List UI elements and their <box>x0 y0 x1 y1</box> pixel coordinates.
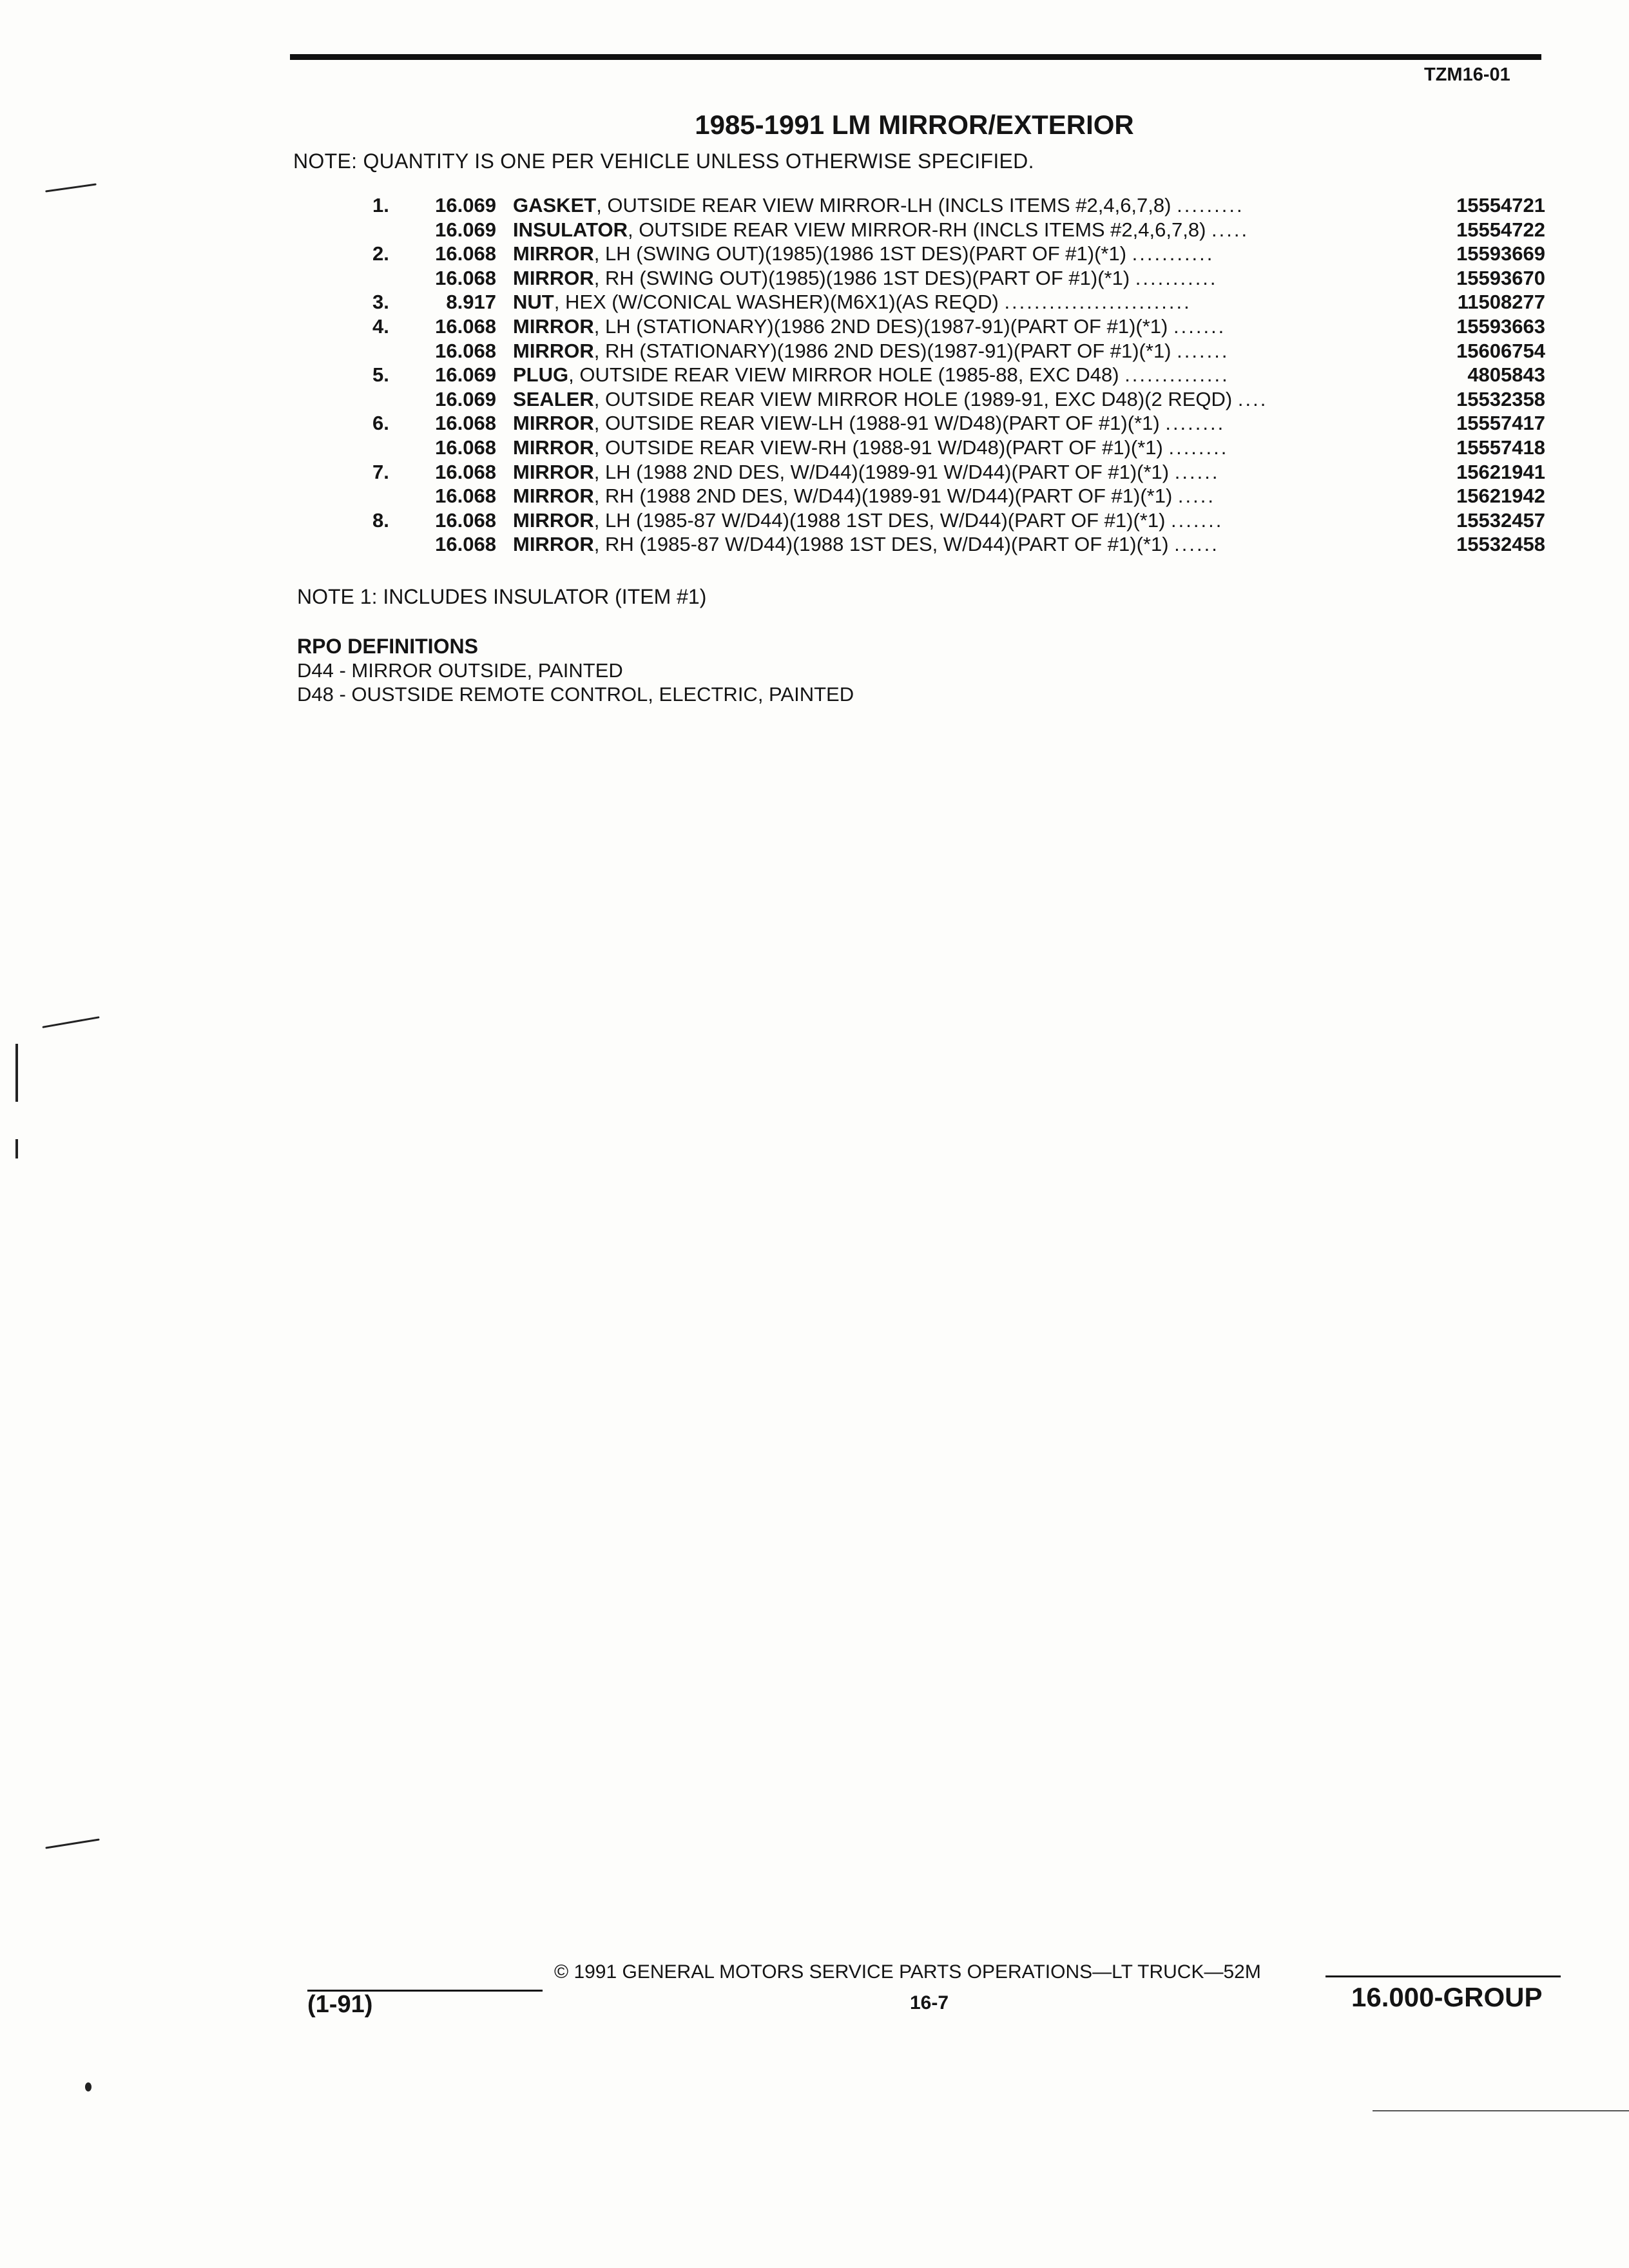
part-number: 15557418 <box>1456 436 1545 459</box>
parts-row <box>372 242 1545 266</box>
group-number: 16.068 <box>435 242 496 265</box>
part-name: NUT <box>513 291 554 314</box>
leader-dots: ........ <box>1168 436 1229 459</box>
rpo-definition-d44: D44 - MIRROR OUTSIDE, PAINTED <box>297 659 623 682</box>
binder-mark <box>15 1044 18 1102</box>
item-number: 4. <box>372 314 389 338</box>
group-number: 16.068 <box>435 533 496 556</box>
part-name: MIRROR <box>513 242 594 265</box>
part-name: GASKET <box>513 194 597 216</box>
part-name: SEALER <box>513 387 594 410</box>
leader-dots: ........... <box>1135 266 1218 289</box>
part-name: MIRROR <box>513 412 594 435</box>
parts-row <box>372 314 1545 339</box>
leader-dots: ........... <box>1132 242 1215 265</box>
group-number: 16.068 <box>435 485 496 508</box>
part-number: 15532358 <box>1456 387 1545 410</box>
group-number: 16.069 <box>435 218 496 241</box>
part-number: 15593669 <box>1456 242 1545 265</box>
part-number: 15621942 <box>1456 485 1545 508</box>
binder-mark <box>15 1139 18 1158</box>
part-detail: , RH (SWING OUT)(1985)(1986 1ST DES)(PART OF #1)(*1) <box>593 266 1130 289</box>
part-detail: , LH (1988 2ND DES, W/D44)(1989-91 W/D44)(PART OF #1)(*1) <box>593 460 1170 483</box>
quantity-note: NOTE: QUANTITY IS ONE PER VEHICLE UNLESS OTHERWISE SPECIFIED. <box>293 149 1034 173</box>
part-description <box>513 436 1518 459</box>
parts-row <box>372 339 1545 363</box>
revision-date: (1-91) <box>307 1991 373 2018</box>
item-number: 7. <box>372 460 389 483</box>
part-detail: , OUTSIDE REAR VIEW-RH (1988-91 W/D48)(PART OF #1)(*1) <box>593 436 1163 459</box>
part-name: MIRROR <box>513 339 594 362</box>
group-number: 16.068 <box>435 339 496 362</box>
group-number: 16.069 <box>435 363 496 387</box>
item-number: 2. <box>372 242 389 265</box>
item-number: 6. <box>372 412 389 435</box>
item-number: 5. <box>372 363 389 387</box>
part-description <box>513 484 1518 508</box>
group-number: 16.069 <box>435 194 496 216</box>
leader-dots: ......................... <box>1004 291 1191 314</box>
header-rule <box>290 54 1541 60</box>
leader-dots: .............. <box>1124 363 1229 387</box>
part-name: MIRROR <box>513 460 594 483</box>
page-title: 1985-1991 LM MIRROR/EXTERIOR <box>695 110 1134 140</box>
leader-dots: ..... <box>1211 218 1249 241</box>
part-name: MIRROR <box>513 533 594 556</box>
part-number: 15593663 <box>1456 314 1545 338</box>
item-number: 8. <box>372 508 389 532</box>
part-description <box>513 532 1518 556</box>
leader-dots: ......... <box>1177 194 1244 216</box>
leader-dots: ........ <box>1165 412 1226 435</box>
group-label: 16.000-GROUP <box>1351 1982 1543 2012</box>
binder-mark <box>85 2082 92 2091</box>
group-number: 16.068 <box>435 508 496 532</box>
part-description <box>513 242 1518 265</box>
part-number: 15557417 <box>1456 412 1545 435</box>
copyright-line: © 1991 GENERAL MOTORS SERVICE PARTS OPERATIONS—LT TRUCK—52M <box>554 1961 1261 1983</box>
rpo-heading: RPO DEFINITIONS <box>297 635 478 658</box>
part-detail: , RH (1988 2ND DES, W/D44)(1989-91 W/D44)(PART OF #1)(*1) <box>593 485 1173 508</box>
parts-list <box>372 193 1545 557</box>
part-detail: , LH (SWING OUT)(1985)(1986 1ST DES)(PART OF #1)(*1) <box>593 242 1127 265</box>
document-code: TZM16-01 <box>1424 64 1510 85</box>
part-number: 15554721 <box>1456 194 1545 216</box>
parts-row <box>372 484 1545 508</box>
part-name: MIRROR <box>513 314 594 338</box>
part-detail: , OUTSIDE REAR VIEW MIRROR HOLE (1985-88, EXC D48) <box>568 363 1119 387</box>
leader-dots: ....... <box>1177 339 1229 362</box>
part-description <box>513 339 1518 363</box>
part-name: PLUG <box>513 363 569 387</box>
part-detail: , OUTSIDE REAR VIEW MIRROR HOLE (1989-91, EXC D48)(2 REQD) <box>593 387 1233 410</box>
part-name: INSULATOR <box>513 218 628 241</box>
group-number: 16.068 <box>435 266 496 289</box>
part-name: MIRROR <box>513 436 594 459</box>
part-description <box>513 460 1518 484</box>
part-detail: , OUTSIDE REAR VIEW MIRROR-LH (INCLS ITEMS #2,4,6,7,8) <box>596 194 1171 216</box>
part-number: 15621941 <box>1456 460 1545 483</box>
parts-row <box>372 387 1545 412</box>
part-number: 4805843 <box>1467 363 1545 387</box>
part-number: 15532458 <box>1456 533 1545 556</box>
parts-row <box>372 460 1545 485</box>
part-detail: , OUTSIDE REAR VIEW MIRROR-RH (INCLS ITEMS #2,4,6,7,8) <box>627 218 1206 241</box>
rpo-definition-d48: D48 - OUSTSIDE REMOTE CONTROL, ELECTRIC, PAINTED <box>297 683 854 706</box>
group-number: 16.068 <box>435 436 496 459</box>
group-number: 8.917 <box>446 291 496 314</box>
part-description <box>513 411 1518 435</box>
leader-dots: ...... <box>1174 460 1220 483</box>
part-description <box>513 387 1518 411</box>
part-detail: , LH (1985-87 W/D44)(1988 1ST DES, W/D44)(PART OF #1)(*1) <box>593 508 1166 532</box>
part-detail: , HEX (W/CONICAL WASHER)(M6X1)(AS REQD) <box>554 291 999 314</box>
parts-row <box>372 290 1545 314</box>
part-detail: , RH (1985-87 W/D44)(1988 1ST DES, W/D44)(PART OF #1)(*1) <box>593 533 1169 556</box>
group-number: 16.068 <box>435 412 496 435</box>
binder-mark <box>42 1016 99 1028</box>
part-description <box>513 266 1518 290</box>
parts-row <box>372 363 1545 387</box>
part-description <box>513 508 1518 532</box>
part-description <box>513 363 1518 387</box>
leader-dots: ....... <box>1173 314 1226 338</box>
part-description <box>513 290 1518 314</box>
binder-mark <box>45 183 97 192</box>
part-number: 15532457 <box>1456 508 1545 532</box>
page-number: 16-7 <box>910 1992 949 2013</box>
parts-row <box>372 193 1545 218</box>
leader-dots: ....... <box>1171 508 1224 532</box>
parts-row <box>372 266 1545 291</box>
part-detail: , LH (STATIONARY)(1986 2ND DES)(1987-91)(PART OF #1)(*1) <box>593 314 1168 338</box>
binder-mark <box>45 1838 99 1849</box>
part-description <box>513 193 1518 217</box>
item-number: 1. <box>372 194 389 216</box>
part-detail: , OUTSIDE REAR VIEW-LH (1988-91 W/D48)(PART OF #1)(*1) <box>593 412 1160 435</box>
part-number: 11508277 <box>1457 291 1545 314</box>
parts-row <box>372 218 1545 242</box>
parts-row <box>372 532 1545 557</box>
parts-row <box>372 436 1545 460</box>
leader-dots: .... <box>1237 387 1268 410</box>
footer-rule-right <box>1325 1975 1561 1977</box>
parts-row <box>372 411 1545 436</box>
part-description <box>513 218 1518 242</box>
group-number: 16.068 <box>435 314 496 338</box>
part-number: 15554722 <box>1456 218 1545 241</box>
item-number: 3. <box>372 291 389 314</box>
part-number: 15606754 <box>1456 339 1545 362</box>
part-name: MIRROR <box>513 485 594 508</box>
note-1: NOTE 1: INCLUDES INSULATOR (ITEM #1) <box>297 585 707 608</box>
group-number: 16.069 <box>435 387 496 410</box>
parts-row <box>372 508 1545 533</box>
group-number: 16.068 <box>435 460 496 483</box>
part-number: 15593670 <box>1456 266 1545 289</box>
part-description <box>513 314 1518 338</box>
leader-dots: ..... <box>1177 485 1215 508</box>
part-name: MIRROR <box>513 266 594 289</box>
scan-line <box>1373 2110 1629 2111</box>
part-name: MIRROR <box>513 508 594 532</box>
leader-dots: ...... <box>1174 533 1219 556</box>
part-detail: , RH (STATIONARY)(1986 2ND DES)(1987-91)(PART OF #1)(*1) <box>593 339 1171 362</box>
